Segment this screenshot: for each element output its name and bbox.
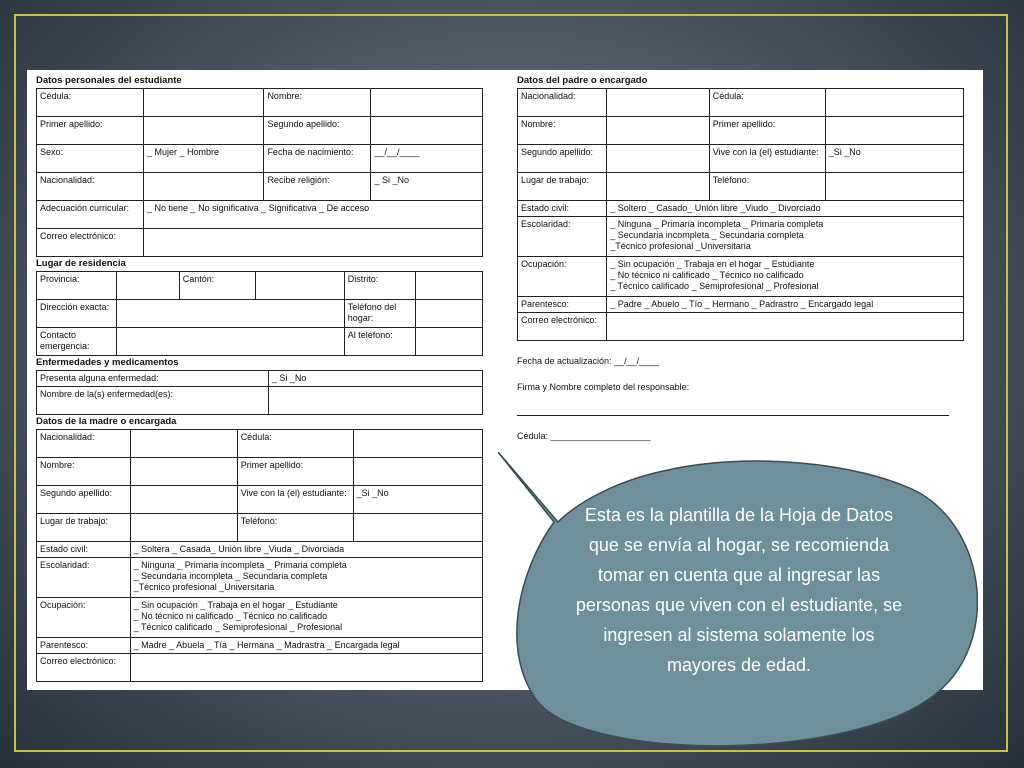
callout-text: Esta es la plantilla de la Hoja de Datos que se envía al hogar, se recomienda tomar en cuenta que al ingresar las personas que viven con el estudiante, se ingresen al sistema solamente los mayores de edad. xyxy=(575,505,903,675)
madre-escolaridad-options xyxy=(130,558,482,598)
firma-line xyxy=(517,415,949,416)
field-correo xyxy=(144,229,483,257)
madre-escolaridad-line-1: _ Ninguna _ Primaria incompleta _ Primaria completa xyxy=(133,560,347,570)
label-al-telefono: Al teléfono: xyxy=(344,328,415,356)
padre-label-primer-apellido: Primer apellido: xyxy=(709,117,825,145)
label-religion: Recibe religión: xyxy=(264,173,371,201)
madre-label-cedula: Cédula: xyxy=(237,430,353,458)
label-fecha-nacimiento: Fecha de nacimiento: xyxy=(264,145,371,173)
fecha-blank: __/__/____ xyxy=(371,145,483,173)
field-nacionalidad xyxy=(144,173,264,201)
madre-label-ocupacion: Ocupación: xyxy=(37,598,131,638)
label-presenta: Presenta alguna enfermedad: xyxy=(37,371,269,387)
padre-label-vive: Vive con la (el) estudiante: xyxy=(709,145,825,173)
padre-label-estado-civil: Estado civil: xyxy=(518,201,607,217)
padre-label-cedula: Cédula: xyxy=(709,89,825,117)
padre-label-parentesco: Parentesco: xyxy=(518,297,607,313)
field-cedula xyxy=(144,89,264,117)
padre-ocupacion-options xyxy=(607,257,964,297)
madre-ocupacion-line-3: _ Técnico calificado _ Semiprofesional _ Profesional xyxy=(133,622,343,632)
madre-escolaridad-line-2: _ Secundaria incompleta _ Secundaria completa xyxy=(133,571,328,581)
padre-parentesco-options: _ Padre _ Abuelo _ Tío _ Hermano _ Padrastro _ Encargado legal xyxy=(607,297,964,313)
label-primer-apellido: Primer apellido: xyxy=(37,117,144,145)
father-table xyxy=(517,88,964,341)
madre-label-nacionalidad: Nacionalidad: xyxy=(37,430,131,458)
madre-label-estado-civil: Estado civil: xyxy=(37,542,131,558)
label-direccion: Dirección exacta: xyxy=(37,300,117,328)
presenta-options: _ Si _No xyxy=(268,371,482,387)
section-title-enfermedades: Enfermedades y medicamentos xyxy=(36,357,179,368)
field-nombre xyxy=(371,89,483,117)
padre-ocupacion-line-2: _ No técnico ni calificado _ Técnico no calificado xyxy=(610,270,804,280)
padre-label-lugar-trabajo: Lugar de trabajo: xyxy=(518,173,607,201)
field-segundo-apellido xyxy=(371,117,483,145)
sexo-options: _ Mujer _ Hombre xyxy=(144,145,264,173)
label-provincia: Provincia: xyxy=(37,272,117,300)
madre-parentesco-options: _ Madre _ Abuela _ Tía _ Hermana _ Madrastra _ Encargada legal xyxy=(130,638,482,654)
padre-escolaridad-line-1: _ Ninguna _ Primaria incompleta _ Primaria completa xyxy=(610,219,824,229)
section-title-personal: Datos personales del estudiante xyxy=(36,75,182,86)
padre-escolaridad-line-3: _Técnico profesional _Universitaria xyxy=(610,241,751,251)
madre-label-nombre: Nombre: xyxy=(37,458,131,486)
madre-vive-options: _Si _No xyxy=(353,486,482,514)
label-cedula: Cédula: xyxy=(37,89,144,117)
adecuacion-options: _ No tiene _ No significativa _ Significativa _ De acceso xyxy=(144,201,483,229)
label-nombre-enfermedad: Nombre de la(s) enfermedad(es): xyxy=(37,387,269,415)
section-title-madre: Datos de la madre o encargada xyxy=(36,416,177,427)
religion-options: _ Si _No xyxy=(371,173,483,201)
madre-label-parentesco: Parentesco: xyxy=(37,638,131,654)
madre-estado-civil-options: _ Soltera _ Casada_ Unión libre _Viuda _ Divorciada xyxy=(130,542,482,558)
padre-label-escolaridad: Escolaridad: xyxy=(518,217,607,257)
madre-label-vive: Vive con la (el) estudiante: xyxy=(237,486,353,514)
madre-ocupacion-line-2: _ No técnico ni calificado _ Técnico no calificado xyxy=(133,611,328,621)
padre-label-segundo-apellido: Segundo apellido: xyxy=(518,145,607,173)
madre-ocupacion-options xyxy=(130,598,482,638)
padre-label-ocupacion: Ocupación: xyxy=(518,257,607,297)
illness-table xyxy=(36,370,483,415)
padre-vive-options: _Si _No xyxy=(825,145,963,173)
madre-escolaridad-line-3: _Técnico profesional _Universitaria xyxy=(133,582,275,592)
madre-label-telefono: Teléfono: xyxy=(237,514,353,542)
label-segundo-apellido: Segundo apellido: xyxy=(264,117,371,145)
section-title-residencia: Lugar de residencia xyxy=(36,258,126,269)
cedula-responsable: Cédula: ____________________ xyxy=(517,431,651,441)
padre-ocupacion-line-1: _ Sin ocupación _ Trabaja en el hogar _ Estudiante xyxy=(610,259,815,269)
mother-table xyxy=(36,429,483,682)
padre-escolaridad-line-2: _ Secundaria incompleta _ Secundaria completa xyxy=(610,230,804,240)
label-correo: Correo electrónico: xyxy=(37,229,144,257)
label-nacionalidad: Nacionalidad: xyxy=(37,173,144,201)
firma-label: Firma y Nombre completo del responsable: xyxy=(517,382,690,392)
section-title-padre: Datos del padre o encargado xyxy=(517,75,648,86)
label-sexo: Sexo: xyxy=(37,145,144,173)
madre-ocupacion-line-1: _ Sin ocupación _ Trabaja en el hogar _ Estudiante xyxy=(133,600,338,610)
padre-label-nombre: Nombre: xyxy=(518,117,607,145)
personal-data-table xyxy=(36,88,483,257)
madre-label-correo: Correo electrónico: xyxy=(37,654,131,682)
label-nombre: Nombre: xyxy=(264,89,371,117)
residence-table xyxy=(36,271,483,356)
padre-label-telefono: Teléfono: xyxy=(709,173,825,201)
right-column xyxy=(517,74,964,442)
madre-label-escolaridad: Escolaridad: xyxy=(37,558,131,598)
label-canton: Cantón: xyxy=(179,272,255,300)
padre-ocupacion-line-3: _ Técnico calificado _ Semiprofesional _ Profesional xyxy=(610,281,819,291)
field-primer-apellido xyxy=(144,117,264,145)
padre-escolaridad-options xyxy=(607,217,964,257)
madre-label-primer-apellido: Primer apellido: xyxy=(237,458,353,486)
fecha-actualizacion: Fecha de actualización: __/__/____ xyxy=(517,356,660,366)
padre-label-correo: Correo electrónico: xyxy=(518,313,607,341)
left-column xyxy=(36,74,483,682)
label-contacto: Contacto emergencia: xyxy=(37,328,117,356)
label-telefono-hogar: Teléfono del hogar: xyxy=(344,300,415,328)
padre-label-nacionalidad: Nacionalidad: xyxy=(518,89,607,117)
madre-label-lugar-trabajo: Lugar de trabajo: xyxy=(37,514,131,542)
label-adecuacion: Adecuación curricular: xyxy=(37,201,144,229)
madre-label-segundo-apellido: Segundo apellido: xyxy=(37,486,131,514)
label-distrito: Distrito: xyxy=(344,272,415,300)
padre-estado-civil-options: _ Soltero _ Casado_ Unión libre _Viudo _ Divorciado xyxy=(607,201,964,217)
